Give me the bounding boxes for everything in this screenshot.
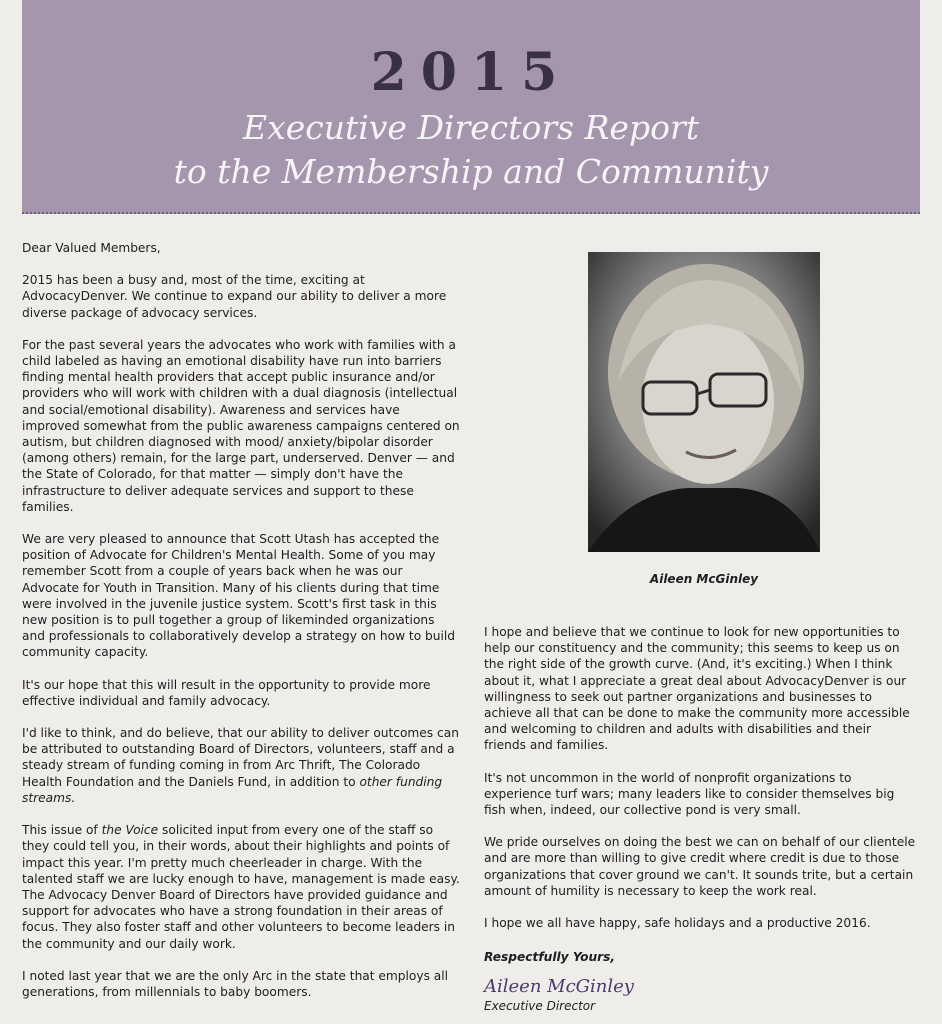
report-title-line2: to the Membership and Community [173,152,769,191]
paragraph-voice [22,822,460,952]
paragraph: It's not uncommon in the world of nonprofit organizations to experience turf wars; many leaders like to consider themselves big fish when, indeed, our collective pond is very small. [484,770,895,818]
paragraph: We pride ourselves on doing the best we can on behalf of our clientele and are more than willing to give credit where credit is due to those organizations that cover ground we can't. It sounds trite, but a certain amount of humility is necessary to keep the work real. [484,835,916,898]
voice-publication-name: the Voice [101,823,159,838]
paragraph-funding [22,725,460,806]
photo-caption: Aileen McGinley [649,572,759,586]
voice-text-start: This issue of [22,823,102,838]
letter-right-column [484,624,916,947]
signer-title: Executive Director [484,999,596,1013]
paragraph: We are very pleased to announce that Scott Utash has accepted the position of Advocate for Children's Mental Health. Some of you may remember Scott from a couple of years back when he was our Advocate for Youth in Transition. Many of his clients during that time were involved in the juvenile justice system. Scott's first task in this new position is to pull together a group of likeminded organizations and professionals to collaboratively develop a strategy on how to build community capacity. [22,532,456,660]
report-year: 2015 [370,42,572,103]
signature: Aileen McGinley [484,976,634,997]
paragraph: I hope we all have happy, safe holidays and a productive 2016. [484,916,871,931]
header-banner [22,0,920,214]
paragraph: I noted last year that we are the only Arc in the state that employs all generations, from millennials to baby boomers. [22,968,449,999]
report-title-line1: Executive Directors Report [243,108,699,147]
portrait-photo [588,252,820,552]
funding-italic: other funding streams. [22,774,443,805]
paragraph: For the past several years the advocates who work with families with a child labeled as having an emotional disability have run into barriers finding mental health providers that accept public insurance and/or providers who will work with children with a dual diagnosis (intellectual and social/emotional disability). Awareness and services have improved somewhat from the public awareness campaigns centered on autism, but children diagnosed with mood/ anxiety/bipolar disorder (among others) remain, for the large part, underserved. Denver — and the State of Colorado, for that matter — simply don't have the infrastructure to deliver adequate services and support to these families. [22,337,460,514]
paragraph: 2015 has been a busy and, most of the time, exciting at AdvocacyDenver. We continue to expand our ability to deliver a more diverse package of advocacy services. [22,273,447,320]
signature-block [484,950,784,1013]
portrait-illustration [588,252,820,552]
greeting: Dear Valued Members, [22,241,161,255]
closing: Respectfully Yours, [484,950,616,964]
paragraph: It's our hope that this will result in the opportunity to provide more effective individual and family advocacy. [22,677,431,708]
voice-text-rest: solicited input from every one of the staff so they could tell you, in their words, about their highlights and points of impact this year. I'm pretty much cheerleader in charge. With the talented staff we are lucky enough to have, management is made easy. The Advocacy Denver Board of Directors have provided guidance and support for advocates who have a strong foundation in their areas of focus. They also foster staff and other volunteers to become leaders in the community and our daily work. [22,823,460,951]
letter-left-column [22,240,460,1016]
funding-text: I'd like to think, and do believe, that our ability to deliver outcomes can be attributed to outstanding Board of Directors, volunteers, staff and a steady stream of funding coming in from Arc Thrift, The Colorado Health Foundation and the Daniels Fund, in addition to [22,726,459,789]
paragraph: I hope and believe that we continue to look for new opportunities to help our constituency and the community; this seems to keep us on the right side of the growth curve. (And, it's exciting.) When I think about it, what I appreciate a great deal about AdvocacyDenver is our willingness to seek out partner organizations and businesses to achieve all that can be done to make the community more accessible and welcoming to children and adults with disabilities and their friends and families. [484,625,910,753]
